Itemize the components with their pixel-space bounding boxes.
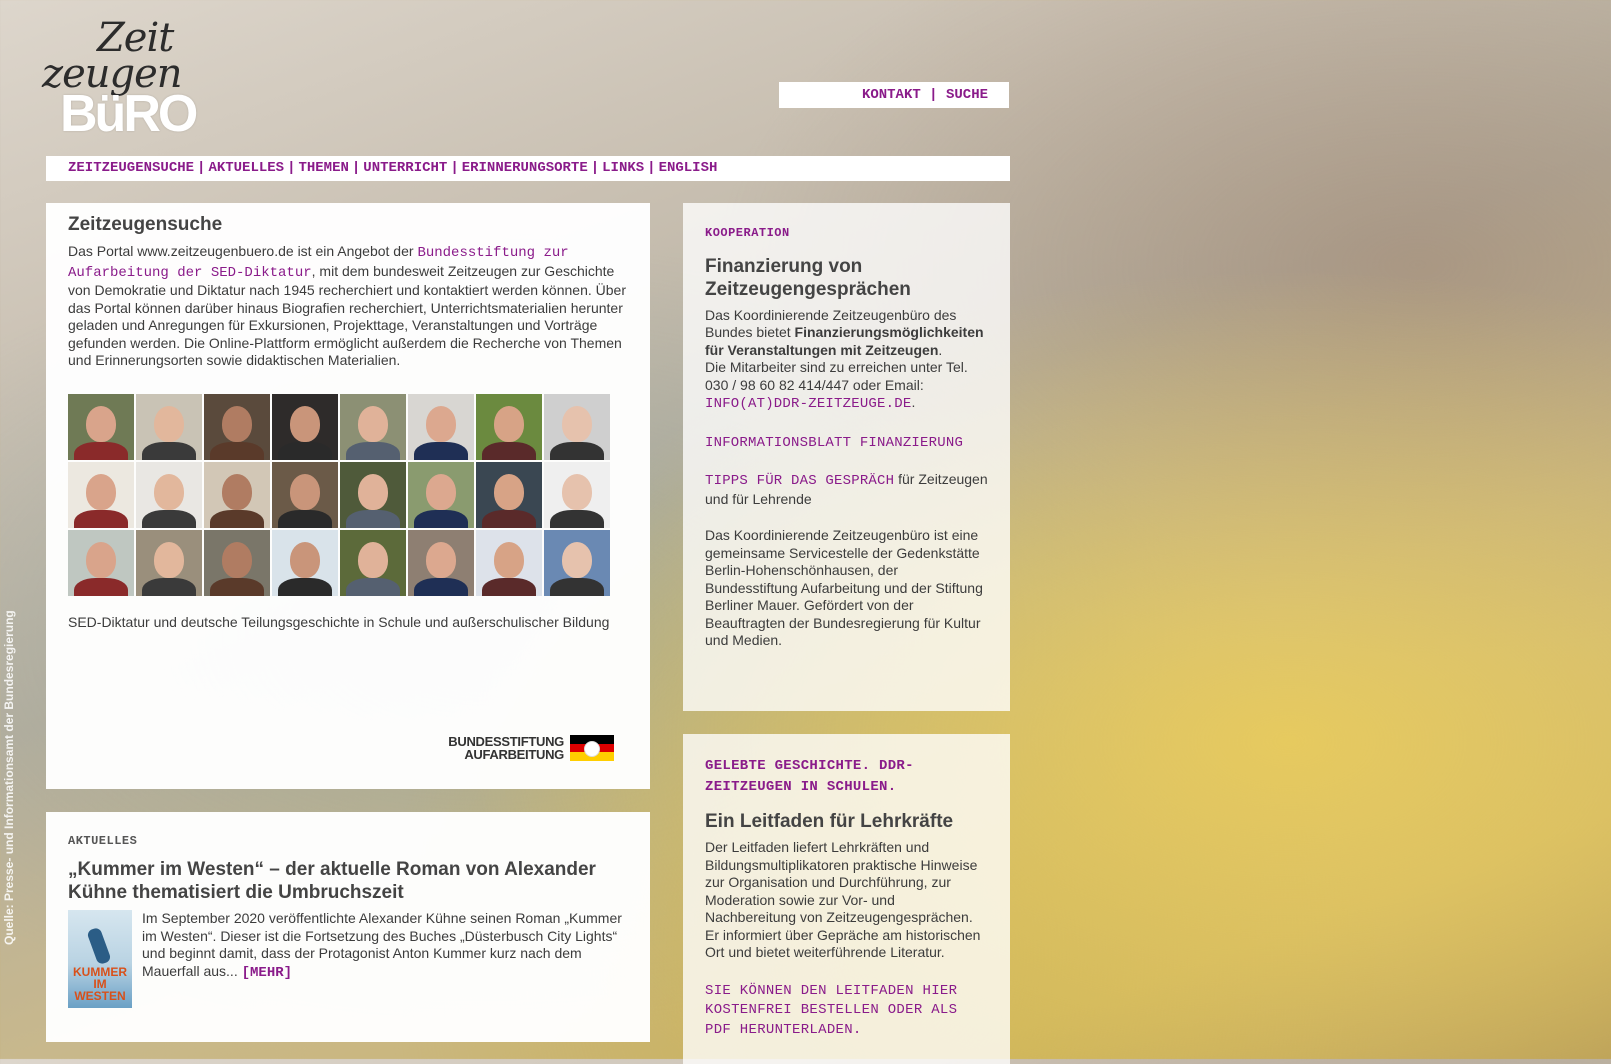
portrait-head — [358, 406, 388, 442]
portrait-head — [154, 406, 184, 442]
sponsor-line-1: BUNDESSTIFTUNG — [448, 734, 564, 749]
portrait-head — [494, 406, 524, 442]
bundesstiftung-logo[interactable] — [448, 735, 614, 761]
portrait-body — [278, 510, 332, 528]
search-panel-caption: SED-Diktatur und deutsche Teilungsgeschichte in Schule und außerschulischer Bildung — [68, 613, 610, 630]
witness-portrait[interactable] — [476, 462, 542, 528]
portrait-head — [86, 542, 116, 578]
tips-link[interactable]: TIPPS FÜR DAS GESPRÄCH — [705, 473, 895, 489]
witness-portrait[interactable] — [408, 462, 474, 528]
nav-item-links[interactable]: LINKS — [602, 160, 645, 176]
portrait-body — [550, 578, 604, 596]
email-punct: . — [911, 394, 916, 410]
german-flag-icon — [570, 735, 614, 761]
witness-portrait[interactable] — [340, 462, 406, 528]
logo-line-1: Zeit — [97, 15, 174, 61]
portrait-body — [278, 578, 332, 596]
nav-separator: | — [197, 160, 206, 176]
book-figure-icon — [86, 927, 111, 966]
portrait-head — [290, 542, 320, 578]
portrait-body — [346, 578, 400, 596]
info-sheet-link[interactable]: INFORMATIONSBLATT FINANZIERUNG — [705, 434, 964, 451]
email-link[interactable]: INFO(AT)DDR-ZEITZEUGE.DE — [705, 396, 912, 412]
nav-item-themen[interactable]: THEMEN — [298, 160, 349, 176]
portrait-body — [210, 442, 264, 460]
portrait-body — [142, 442, 196, 460]
portrait-body — [414, 442, 468, 460]
news-panel — [46, 812, 650, 1042]
portrait-body — [482, 578, 536, 596]
nav-separator: | — [450, 160, 459, 176]
bundesstiftung-logo-text — [448, 735, 564, 761]
witness-portrait[interactable] — [476, 530, 542, 596]
news-item — [68, 910, 628, 1008]
news-text — [142, 910, 628, 1008]
news-text-body: Im September 2020 veröffentlichte Alexander Kühne seinen Roman „Kummer im Westen“. Dieser ist die Fortsetzung des Buches „Düsterbusch City Lights“ und beginnt damit, dass der Protagonist Anton Kummer kurz nach dem Mauerfall aus... — [142, 910, 622, 979]
portrait-head — [86, 474, 116, 510]
portrait-head — [426, 542, 456, 578]
cooperation-title: Finanzierung von Zeitzeugengesprächen — [705, 255, 911, 300]
portrait-head — [86, 406, 116, 442]
portrait-body — [550, 442, 604, 460]
coop-text-intro: Das Koordinierende Zeitzeugenbüro des Bundes bietet — [705, 306, 957, 340]
news-title[interactable]: „Kummer im Westen“ – der aktuelle Roman von Alexander Kühne thematisiert die Umbruchszeit — [68, 859, 596, 903]
portrait-head — [290, 406, 320, 442]
portrait-head — [358, 474, 388, 510]
portrait-head — [222, 474, 252, 510]
intro-text: Das Portal www.zeitzeugenbuero.de ist ein Angebot der — [68, 243, 418, 259]
book-cover-title: KUMMER IM WESTEN — [73, 965, 127, 1003]
witness-portrait[interactable] — [272, 394, 338, 460]
witness-portrait[interactable] — [408, 530, 474, 596]
portrait-body — [482, 442, 536, 460]
nav-item-unterricht[interactable]: UNTERRICHT — [363, 160, 448, 176]
guide-text: Der Leitfaden liefert Lehrkräften und Bildungsmultiplikatoren praktische Hinweise zur Organisation und Durchführung, zur Moderation sowie zur Vor- und Nachbereitung von Zeitzeugengesprächen. Er informiert über Gepräche am historischen Ort und bietet weiterführende Literatur. — [705, 839, 981, 960]
sponsor-line-2: AUFARBEITUNG — [464, 747, 564, 762]
witness-portrait[interactable] — [68, 530, 134, 596]
witness-portrait-grid — [68, 394, 628, 596]
portrait-head — [222, 406, 252, 442]
witness-portrait[interactable] — [272, 462, 338, 528]
nav-item-english[interactable]: ENGLISH — [658, 160, 718, 176]
witness-portrait[interactable] — [544, 394, 610, 460]
portrait-head — [222, 542, 252, 578]
witness-portrait[interactable] — [272, 530, 338, 596]
search-link[interactable]: SUCHE — [945, 87, 988, 103]
top-links — [779, 82, 1009, 108]
witness-portrait[interactable] — [340, 394, 406, 460]
main-navigation — [46, 156, 1010, 181]
logo[interactable] — [40, 15, 210, 143]
portrait-body — [482, 510, 536, 528]
news-label: AKTUELLES — [68, 834, 138, 848]
portrait-head — [358, 542, 388, 578]
portrait-body — [210, 578, 264, 596]
nav-item-aktuelles[interactable]: AKTUELLES — [208, 160, 285, 176]
coop-text-punct: . — [938, 341, 943, 358]
portrait-head — [562, 406, 592, 442]
portrait-body — [346, 510, 400, 528]
portrait-head — [290, 474, 320, 510]
cooperation-text — [705, 307, 988, 414]
news-more-link[interactable]: [MEHR] — [241, 964, 293, 981]
witness-portrait[interactable] — [68, 394, 134, 460]
nav-item-erinnerungsorte[interactable]: ERINNERUNGSORTE — [461, 160, 588, 176]
coop-contact-text: Die Mitarbeiter sind zu erreichen unter Tel. 030 / 98 60 82 414/447 oder Email: — [705, 359, 968, 393]
witness-portrait[interactable] — [544, 530, 610, 596]
guide-label: GELEBTE GESCHICHTE. DDR-ZEITZEUGEN IN SCHULEN. — [705, 758, 914, 795]
witness-portrait[interactable] — [408, 394, 474, 460]
nav-separator: | — [590, 160, 600, 176]
witness-portrait[interactable] — [204, 462, 270, 528]
portrait-head — [494, 474, 524, 510]
contact-link[interactable]: KONTAKT — [861, 87, 921, 103]
portrait-head — [154, 542, 184, 578]
portrait-head — [494, 542, 524, 578]
portrait-body — [210, 510, 264, 528]
portrait-body — [414, 510, 468, 528]
cooperation-label: KOOPERATION — [705, 226, 790, 240]
witness-portrait[interactable] — [476, 394, 542, 460]
coop-text-bold: Finanzierungsmöglichkeiten für Veranstaltungen mit Zeitzeugen — [705, 324, 984, 358]
top-links-separator: | — [929, 87, 938, 103]
search-panel-title: Zeitzeugensuche — [68, 214, 223, 235]
witness-portrait[interactable] — [136, 530, 202, 596]
portrait-body — [74, 578, 128, 596]
portrait-head — [154, 474, 184, 510]
bundesstiftung-link[interactable]: Bundesstiftung zur Aufarbeitung der SED-Diktatur — [68, 245, 569, 281]
nav-item-zeitzeugensuche[interactable]: ZEITZEUGENSUCHE — [68, 160, 195, 176]
about-text: Das Koordinierende Zeitzeugenbüro ist eine gemeinsame Servicestelle der Gedenkstätte Berlin-Hohenschönhausen, der Bundesstiftung Aufarbeitung und der Stiftung Berliner Mauer. Gefördert von der Beauftragten der Bundesregierung für Kultur und Medien. — [705, 527, 983, 648]
guide-order-link[interactable]: SIE KÖNNEN DEN LEITFADEN HIER KOSTENFREI BESTELLEN ODER ALS PDF HERUNTERLADEN. — [705, 982, 958, 1038]
logo-line-2: zeugen — [42, 51, 182, 97]
intro-text-continued: , mit dem bundesweit Zeitzeugen zur Geschichte von Demokratie und Diktatur nach 1945 recherchiert und kontaktiert werden können. Über das Portal können darüber hinaus Biografien recherchiert, Unterrichtsmaterialien herunter geladen und Anregungen für Exkursionen, Projekttage, Veranstaltungen und Vorträge gefunden werden. Die Online-Plattform ermöglicht außerdem die Recherche von Themen und Erinnerungsorten sowie didaktischen Materialien. — [68, 262, 626, 368]
logo-line-3: BüRO — [60, 85, 196, 143]
portrait-head — [426, 474, 456, 510]
witness-portrait[interactable] — [136, 394, 202, 460]
witness-portrait[interactable] — [204, 394, 270, 460]
book-cover-image[interactable] — [68, 910, 132, 1008]
witness-portrait[interactable] — [136, 462, 202, 528]
portrait-body — [414, 578, 468, 596]
portrait-body — [550, 510, 604, 528]
nav-separator: | — [287, 160, 296, 176]
search-panel — [46, 203, 650, 789]
nav-separator: | — [647, 160, 656, 176]
portrait-body — [142, 510, 196, 528]
portrait-head — [426, 406, 456, 442]
witness-portrait[interactable] — [68, 462, 134, 528]
nav-separator: | — [351, 160, 361, 176]
witness-portrait[interactable] — [204, 530, 270, 596]
tips-text: für Zeitzeugen und für Lehrende — [705, 471, 988, 507]
portrait-body — [142, 578, 196, 596]
portrait-body — [74, 442, 128, 460]
guide-title: Ein Leitfaden für Lehrkräfte — [705, 811, 954, 832]
photo-credit: Quelle: Presse- und Informationsamt der Bundesregierung — [2, 610, 16, 945]
witness-portrait[interactable] — [340, 530, 406, 596]
portrait-head — [562, 542, 592, 578]
guide-panel — [683, 734, 1010, 1064]
portrait-head — [562, 474, 592, 510]
cooperation-panel — [683, 203, 1010, 711]
portrait-body — [346, 442, 400, 460]
portrait-body — [74, 510, 128, 528]
search-panel-intro — [68, 243, 628, 370]
witness-portrait[interactable] — [544, 462, 610, 528]
portrait-body — [278, 442, 332, 460]
